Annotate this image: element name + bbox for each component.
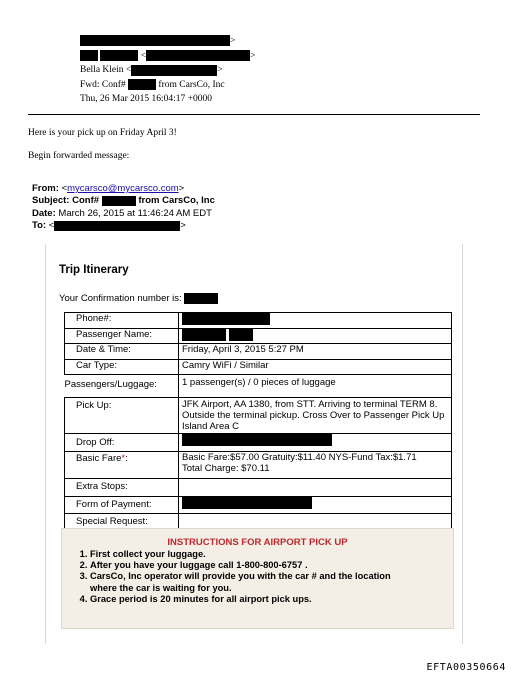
date-time-label: Date & Time: [65, 344, 179, 360]
phone-value [179, 313, 452, 329]
airport-instructions-box [61, 528, 454, 629]
redacted-block [182, 313, 270, 325]
redacted-block [100, 50, 138, 61]
car-type-value: Camry WiFi / Similar [179, 359, 452, 375]
drop-off-value [179, 434, 452, 452]
phone-label: Phone#: [65, 313, 179, 329]
fwd-date-row: Date: March 26, 2015 at 11:46:24 AM EDT [32, 207, 212, 219]
basic-fare-value: Basic Fare:$57.00 Gratuity:$11.40 NYS-Fund Tax:$1.71 Total Charge: $70.11 [179, 452, 452, 479]
confirmation-line: Your Confirmation number is: [59, 293, 218, 304]
passenger-name-value [179, 328, 452, 344]
trip-itinerary-title: Trip Itinerary [59, 264, 129, 276]
car-type-label: Car Type: [65, 359, 179, 375]
forwarded-header [32, 183, 215, 233]
list-item: 4. Grace period is 20 minutes for all airport pick ups. [90, 594, 420, 605]
redacted-block [184, 293, 218, 304]
passenger-name-label: Passenger Name: [65, 328, 179, 344]
special-request-label: Special Request: [65, 514, 179, 532]
table-row [65, 313, 452, 329]
redacted-block [229, 329, 253, 341]
fwd-subject-label: Subject: [32, 195, 70, 207]
fwd-from-email-link[interactable]: mycarsco@mycarsco.com [67, 183, 179, 194]
table-row [65, 398, 452, 434]
extra-stops-value [179, 479, 452, 497]
fwd-to-row: To: < > [32, 220, 186, 232]
fwd-from-label: From: [32, 183, 59, 194]
instructions-title: INSTRUCTIONS FOR AIRPORT PICK UP [167, 537, 348, 548]
redacted-block [80, 35, 230, 46]
instructions-list [70, 549, 420, 605]
table-row [65, 434, 452, 452]
redacted-block [54, 221, 180, 231]
passengers-luggage-value: 1 passenger(s) / 0 pieces of luggage [179, 375, 452, 398]
list-item: 1. First collect your luggage. [90, 549, 420, 560]
pick-up-value: JFK Airport, AA 1380, from STT. Arriving to terminal TERM 8. Outside the terminal pickup. Cross Over to Passenger Pick Up Island Area C [179, 398, 452, 434]
date-value: Thu, 26 Mar 2015 16:04:17 +0000 [80, 94, 213, 105]
table-row [65, 496, 452, 514]
redacted-block [182, 497, 312, 509]
basic-fare-label: Basic Fare*: [65, 452, 179, 479]
table-row [65, 328, 452, 344]
itinerary-table [64, 312, 452, 532]
passengers-luggage-label: Passengers/Luggage: [65, 375, 179, 398]
redacted-block [182, 329, 226, 341]
cc-value: Bella Klein < > [80, 65, 223, 76]
message-line-1: Here is your pick up on Friday April 3! [28, 128, 177, 138]
redacted-block [102, 196, 136, 206]
total-charge: Total Charge: $70.11 [182, 463, 270, 474]
fwd-date-label: Date: [32, 207, 56, 219]
pick-up-label: Pick Up: [65, 398, 179, 434]
redacted-block [182, 434, 332, 446]
table-row [65, 452, 452, 479]
form-of-payment-label: Form of Payment: [65, 496, 179, 514]
extra-stops-label: Extra Stops: [65, 479, 179, 497]
to-value: < > [80, 49, 255, 64]
document-id: EFTA00350664 [426, 662, 506, 673]
redacted-block [146, 50, 250, 61]
list-item: 2. After you have your luggage call 1-800-800-6757 . [90, 560, 420, 571]
form-of-payment-value [179, 496, 452, 514]
from-value: > [80, 34, 235, 49]
fwd-from-row: From: <mycarsco@mycarsco.com> [32, 183, 185, 194]
table-row [65, 359, 452, 375]
redacted-block [80, 50, 98, 61]
drop-off-label: Drop Off: [65, 434, 179, 452]
date-time-value: Friday, April 3, 2015 5:27 PM [179, 344, 452, 360]
subject-value: Fwd: Conf# from CarsCo, Inc [80, 79, 225, 90]
table-row [65, 375, 452, 398]
list-item: 3. CarsCo, Inc operator will provide you with the car # and the location where the car is waiting for you. [90, 571, 420, 593]
header-divider [28, 114, 480, 115]
table-row [65, 344, 452, 360]
redacted-block [131, 65, 217, 76]
redacted-block [128, 79, 156, 90]
fwd-subject-row: Subject: Conf# from CarsCo, Inc [32, 195, 215, 207]
message-line-2: Begin forwarded message: [28, 151, 130, 161]
fwd-to-label: To: [32, 220, 47, 232]
table-row [65, 479, 452, 497]
